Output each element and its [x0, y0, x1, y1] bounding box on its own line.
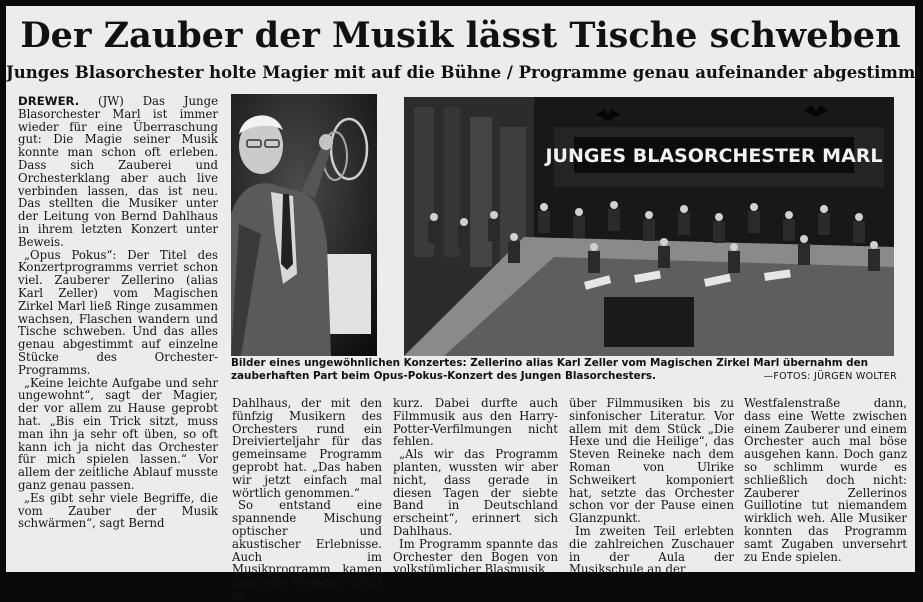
- orchestra-photo: [404, 97, 894, 356]
- paragraph: Im zweiten Teil erlebten die zahlreichen Zuschauer in der Aula der Musikschule an der: [569, 523, 734, 577]
- magician-photo: [231, 94, 377, 356]
- paragraph: „Keine leichte Aufgabe und sehr ungewohnt“, sagt der Magier, der vor allem zu Hause geprobt hat. „Bis ein Trick sitzt, muss man ihn ja sehr oft üben, so oft kann ich ja nicht das Orchester für mich spielen lassen.“ Vor allem der zeitliche Ablauf musste ganz genau passen.: [18, 375, 218, 492]
- article-column-5: [744, 397, 907, 567]
- stage-banner-text: JUNGES BLASORCHESTER MARL: [545, 145, 883, 167]
- paragraph: Dahlhaus, der mit den fünfzig Musikern des Orchesters rund ein Dreivierteljahr für das gemeinsame Programm geprobt hat. „Das haben wir jetzt einfach mal wörtlich genommen.“: [232, 396, 382, 500]
- photo-caption: Bilder eines ungewöhnlichen Konzertes: Zellerino alias Karl Zeller vom Magischen Zirkel Marl übernahm den zauberhaften Part beim Opus-Pokus-Konzert des Jungen Blasorchesters.: [231, 357, 869, 382]
- article-column-4: [569, 396, 734, 577]
- paragraph: (JW) Das Junge Blasorchester Marl ist immer wieder für eine Überraschung gut: Die Magie seiner Musik konnte man schon oft erleben. Dass sich Zauberei und Orchesterklang aber auch live verbinden lassen, das ist neu. Das stellten die Musiker unter der Leitung von Bernd Dahlhaus in ihrem letzten Konzert unter Beweis.: [18, 94, 218, 249]
- paragraph: kurz. Dabei durfte auch Filmmusik aus den Harry-Potter-Verfilmungen nicht fehlen.: [393, 396, 558, 449]
- paragraph: „Es gibt sehr viele Begriffe, die vom Zauber der Musik schwärmen“, sagt Bernd: [18, 490, 218, 531]
- paragraph: „Als wir das Programm planten, wussten wir aber nicht, dass gerade in diesen Tagen der siebte Band in Deutschland erscheint“, erinnert sich Dahlhaus.: [393, 447, 558, 538]
- dateline: DREWER.: [18, 94, 80, 108]
- paragraph: „Opus Pokus“: Der Titel des Konzertprogramms verriet schon viel. Zauberer Zellerino (alias Karl Zeller) vom Magischen Zirkel Marl ließ Ringe zusammen wachsen, Flaschen wandern und Tische schweben. Und das alles genau abgestimmt auf einzelne Stücke des Orchester-Programms.: [18, 247, 218, 377]
- subheadline: Junges Blasorchester holte Magier mit auf die Bühne / Programme genau aufeinander abgestimmt: [6, 63, 923, 82]
- magician-photo-image: [231, 94, 377, 356]
- newspaper-clipping: [6, 6, 923, 602]
- paragraph: über Filmmusiken bis zu sinfonischer Literatur. Vor allem mit dem Stück „Die Hexe und die Heilige“, das Steven Reineke nach dem Roman von Ulrike Schweikert komponiert hat, setzte das Orchester schon vor der Pause einen Glanzpunkt.: [569, 396, 734, 526]
- photo-credit: —FOTOS: JÜRGEN WOLTER: [763, 371, 897, 382]
- paragraph: Im Programm spannte das Orchester den Bogen von volkstümlicher Blasmusik: [393, 536, 558, 577]
- orchestra-photo-image: [404, 97, 894, 356]
- headline: Der Zauber der Musik lässt Tische schweben: [20, 15, 901, 56]
- article-column-1: [18, 95, 218, 561]
- paragraph: Westfalenstraße dann, dass eine Wette zwischen einem Zauberer und einem Orchester auch mal böse ausgehen kann. Doch ganz so schlimm wurde es schließlich doch nicht: Zauberer Zellerinos Guillotine tut niemandem wirklich weh. Alle Musiker konnten das Programm samt Zugaben unversehrt zu Ende spielen.: [744, 396, 907, 564]
- paragraph: So entstand eine spannende Mischung optischer und akustischer Erlebnisse. Auch im Musikprogramm kamen magische Momente nicht zu: [232, 498, 382, 602]
- article-column-3: [393, 396, 558, 577]
- article-column-2: [232, 396, 382, 602]
